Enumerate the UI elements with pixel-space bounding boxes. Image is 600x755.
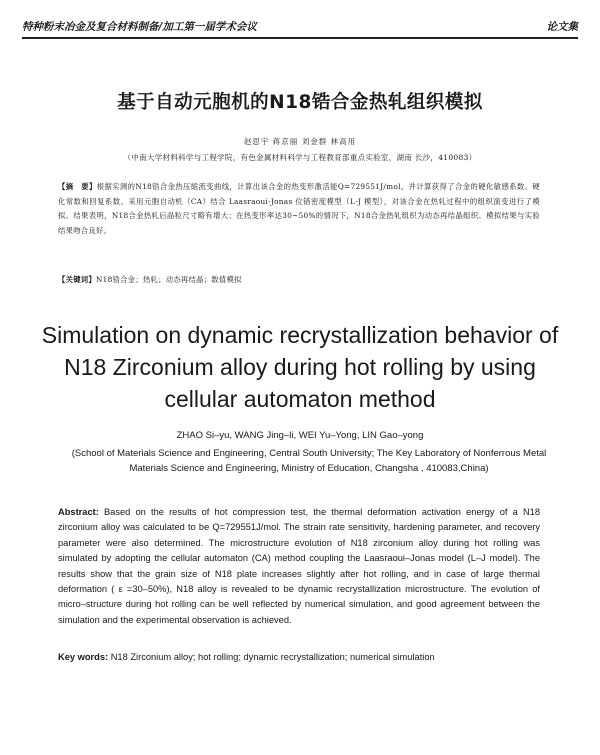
english-authors: ZHAO Si–yu, WANG Jing–li, WEI Yu–Yong, LIN Gao–yong — [176, 430, 424, 441]
header-conference-title: 特种粉末冶金及复合材料制备/加工第一届学术会议 — [22, 21, 257, 33]
header-section-title: 论文集 — [546, 21, 578, 33]
chinese-title: 基于自动元胞机的N18锆合金热轧组织模拟 — [117, 92, 483, 113]
chinese-abstract-text: 根据实测的N18锆合金热压缩流变曲线，计算出该合金的热变形激活能Q=729551J/mol，并计算获得了合金的硬化敏感系数、硬化常数和回复系数。采用元胞自动机（CA）结合 Laasraoui-Jonas 位错密度模型（L-J 模型），对该合金在热轧过程中的组织演变进行了模拟。结果表明，N18合金热轧后晶粒尺寸略有增大；在热变形率达30~50%的情况下，N18合金热轧组织为动态再结晶组织。模拟结果与实验结果吻合良好。 — [58, 182, 541, 235]
english-keywords-label: Key words: — [58, 652, 109, 662]
chinese-keywords — [58, 275, 540, 285]
chinese-keywords-label: 【关键词】 — [58, 275, 96, 284]
chinese-affiliation: （中南大学材料科学与工程学院，有色金属材料科学与工程教育部重点实验室，湖南 长沙，410083） — [123, 153, 477, 162]
chinese-abstract-label: 【摘 要】 — [58, 182, 97, 191]
english-title: Simulation on dynamic recrystallization behavior of N18 Zirconium alloy during hot rolling by using cellular automaton method — [41, 322, 559, 412]
english-abstract — [58, 505, 540, 628]
english-abstract-text: Based on the results of hot compression test, the thermal deformation activation energy of a N18 zirconium alloy was calculated to be Q=729551J/mol. The strain rate sensitivity, hardening parameter, and recovery parameter were also determined. The microstructure evolution of N18 zirconium alloy during hot rolling was simulated by adopting the cellular automaton (CA) method coupling the Laasraoui–Jonas model (L–J model). The results show that the grain size of N18 plate increases slightly after hot rolling, and in case of large thermal deformation ( ε =30–50%), N18 alloy is revealed to be dynamic recrystallization microstructure. The evolution of micro–structure during hot rolling can be well reflected by numerical simulation, and good agreement between the simulation and the experimental observation is achieved. — [58, 507, 540, 625]
running-header — [22, 14, 578, 39]
english-keywords — [58, 652, 540, 662]
chinese-authors: 赵思宇 蒋京丽 刘金群 林高用 — [243, 137, 357, 146]
english-abstract-label: Abstract: — [58, 507, 99, 517]
english-affiliation: (School of Materials Science and Engineering, Central South University; The Key Laboratory of Nonferrous Metal Materials Science and Engineering, Ministry of Education, Changsha , 410083,China) — [71, 448, 547, 474]
chinese-keywords-text: N18锆合金；热轧；动态再结晶；数值模拟 — [95, 275, 242, 284]
english-keywords-text: N18 Zirconium alloy; hot rolling; dynamic recrystallization; numerical simulation — [110, 652, 435, 662]
chinese-abstract — [58, 180, 540, 238]
